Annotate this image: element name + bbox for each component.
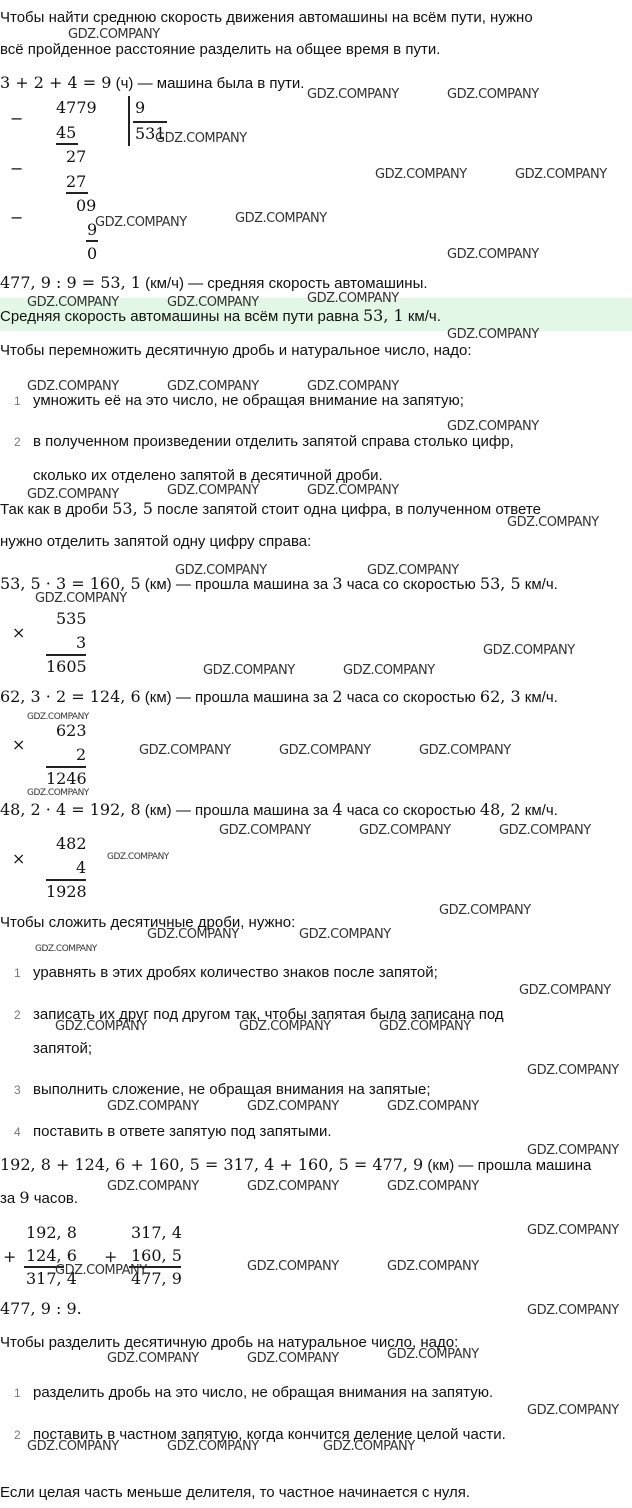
watermark: GDZ.COMPANY <box>359 823 451 838</box>
watermark: GDZ.COMPANY <box>499 823 591 838</box>
answer-line: Средняя скорость автомашины на всём пути равна 53, 1 км/ч. <box>0 306 441 325</box>
watermark: GDZ.COMPANY <box>27 295 119 310</box>
watermark: GDZ.COMPANY <box>147 927 239 942</box>
watermark: GDZ.COMPANY <box>167 483 259 498</box>
watermark: GDZ.COMPANY <box>235 211 327 226</box>
watermark: GDZ.COMPANY <box>107 1099 199 1114</box>
watermark: GDZ.COMPANY <box>515 167 607 182</box>
watermark: GDZ.COMPANY <box>107 1179 199 1194</box>
watermark: GDZ.COMPANY <box>519 983 611 998</box>
watermark: GDZ.COMPANY <box>375 167 467 182</box>
list-item-continuation: сколько их отделено запятой в десятичной дроби. <box>33 467 383 484</box>
watermark: GDZ.COMPANY <box>307 483 399 498</box>
rule-intro: Чтобы сложить десятичные дроби, нужно: <box>0 914 296 931</box>
watermark: GDZ.COMPANY <box>299 927 391 942</box>
list-item: 2 записать их друг под другом так, чтобы запятая была записана под <box>14 1006 504 1023</box>
time-sum-line: 3 + 2 + 4 = 9 (ч) — машина была в пути. <box>0 73 305 92</box>
watermark: GDZ.COMPANY <box>27 379 119 394</box>
watermark: GDZ.COMPANY <box>247 1259 339 1274</box>
watermark: GDZ.COMPANY <box>139 743 231 758</box>
watermark: GDZ.COMPANY <box>387 1259 479 1274</box>
paragraph-line: Так как в дроби 53, 5 после запятой стоит одна цифра, в полученном ответе <box>0 499 541 518</box>
list-item: 2 в полученном произведении отделить запятой справа столько цифр, <box>14 433 514 450</box>
dividend: 4779 <box>56 98 97 117</box>
watermark: GDZ.COMPANY <box>95 215 187 230</box>
list-item: 3 выполнить сложение, не обращая внимания на запятые; <box>14 1081 431 1098</box>
watermark: GDZ.COMPANY <box>27 1439 119 1454</box>
watermark: GDZ.COMPANY <box>447 419 539 434</box>
math-expression: 3 + 2 + 4 = 9 <box>0 73 112 92</box>
watermark: GDZ.COMPANY <box>55 1019 147 1034</box>
watermark: GDZ.COMPANY <box>107 1351 199 1366</box>
watermark: GDZ.COMPANY <box>323 1439 415 1454</box>
watermark: GDZ.COMPANY <box>203 663 295 678</box>
mult-line: 62, 3 · 2 = 124, 6 (км) — прошла машина за 2 часа со скоростью 62, 3 км/ч. <box>0 687 558 706</box>
watermark: GDZ.COMPANY <box>527 1303 619 1318</box>
mult-line: 48, 2 · 4 = 192, 8 (км) — прошла машина за 4 часа со скоростью 48, 2 км/ч. <box>0 800 558 819</box>
watermark: GDZ.COMPANY <box>27 712 89 722</box>
watermark: GDZ.COMPANY <box>68 27 160 42</box>
watermark: GDZ.COMPANY <box>155 131 247 146</box>
quotient: 531 <box>135 124 166 143</box>
total-line: 192, 8 + 124, 6 + 160, 5 = 317, 4 + 160, 5 = 477, 9 (км) — прошла машина <box>0 1155 592 1174</box>
watermark: GDZ.COMPANY <box>419 743 511 758</box>
watermark: GDZ.COMPANY <box>447 247 539 262</box>
watermark: GDZ.COMPANY <box>167 379 259 394</box>
watermark: GDZ.COMPANY <box>27 487 119 502</box>
watermark: GDZ.COMPANY <box>55 1263 147 1278</box>
watermark: GDZ.COMPANY <box>527 1403 619 1418</box>
list-item-continuation: запятой; <box>33 1040 93 1057</box>
watermark: GDZ.COMPANY <box>175 563 267 578</box>
watermark: GDZ.COMPANY <box>167 1439 259 1454</box>
watermark: GDZ.COMPANY <box>107 852 169 862</box>
watermark: GDZ.COMPANY <box>307 379 399 394</box>
watermark: GDZ.COMPANY <box>527 1143 619 1158</box>
watermark: GDZ.COMPANY <box>447 87 539 102</box>
watermark: GDZ.COMPANY <box>527 1063 619 1078</box>
watermark: GDZ.COMPANY <box>387 1099 479 1114</box>
list-item: 2 поставить в частном запятую, когда кончится деление целой части. <box>14 1426 506 1443</box>
final-note: Если целая часть меньше делителя, то частное начинается с нуля. <box>0 1484 471 1501</box>
watermark: GDZ.COMPANY <box>439 903 531 918</box>
watermark: GDZ.COMPANY <box>247 1351 339 1366</box>
watermark: GDZ.COMPANY <box>379 1019 471 1034</box>
watermark: GDZ.COMPANY <box>279 743 371 758</box>
list-item: 1 умножить её на это число, не обращая внимание на запятую; <box>14 392 464 409</box>
watermark: GDZ.COMPANY <box>507 515 599 530</box>
watermark: GDZ.COMPANY <box>219 823 311 838</box>
watermark: GDZ.COMPANY <box>307 87 399 102</box>
watermark: GDZ.COMPANY <box>35 591 127 606</box>
list-item: 4 поставить в ответе запятую под запятыми. <box>14 1123 332 1140</box>
watermark: GDZ.COMPANY <box>167 295 259 310</box>
watermark: GDZ.COMPANY <box>527 1223 619 1238</box>
watermark: GDZ.COMPANY <box>447 327 539 342</box>
rule-intro: Чтобы перемножить десятичную дробь и натуральное число, надо: <box>0 342 472 359</box>
divisor: 9 <box>135 98 146 117</box>
watermark: GDZ.COMPANY <box>343 663 435 678</box>
watermark: GDZ.COMPANY <box>387 1347 479 1362</box>
list-item: 1 разделить дробь на это число, не обращая внимания на запятую. <box>14 1384 494 1401</box>
watermark: GDZ.COMPANY <box>367 563 459 578</box>
division-expression: 477, 9 : 9. <box>0 1299 82 1318</box>
watermark: GDZ.COMPANY <box>387 1179 479 1194</box>
speed-line: 477, 9 : 9 = 53, 1 (км/ч) — средняя скорость автомашины. <box>0 273 428 292</box>
watermark: GDZ.COMPANY <box>239 1019 331 1034</box>
watermark: GDZ.COMPANY <box>483 643 575 658</box>
total-line-cont: за 9 часов. <box>0 1188 79 1207</box>
watermark: GDZ.COMPANY <box>27 788 89 798</box>
paragraph-line: всё пройденное расстояние разделить на общее время в пути. <box>0 41 441 58</box>
watermark: GDZ.COMPANY <box>247 1179 339 1194</box>
list-item: 1 уравнять в этих дробях количество знаков после запятой; <box>14 964 438 981</box>
paragraph-line: Чтобы найти среднюю скорость движения автомашины на всём пути, нужно <box>0 9 533 26</box>
paragraph-line: нужно отделить запятой одну цифру справа: <box>0 533 312 550</box>
watermark: GDZ.COMPANY <box>35 944 97 954</box>
watermark: GDZ.COMPANY <box>307 291 399 306</box>
mult-line: 53, 5 · 3 = 160, 5 (км) — прошла машина за 3 часа со скоростью 53, 5 км/ч. <box>0 574 558 593</box>
rule-intro: Чтобы разделить десятичную дробь на натуральное число, надо: <box>0 1334 459 1351</box>
watermark: GDZ.COMPANY <box>247 1099 339 1114</box>
